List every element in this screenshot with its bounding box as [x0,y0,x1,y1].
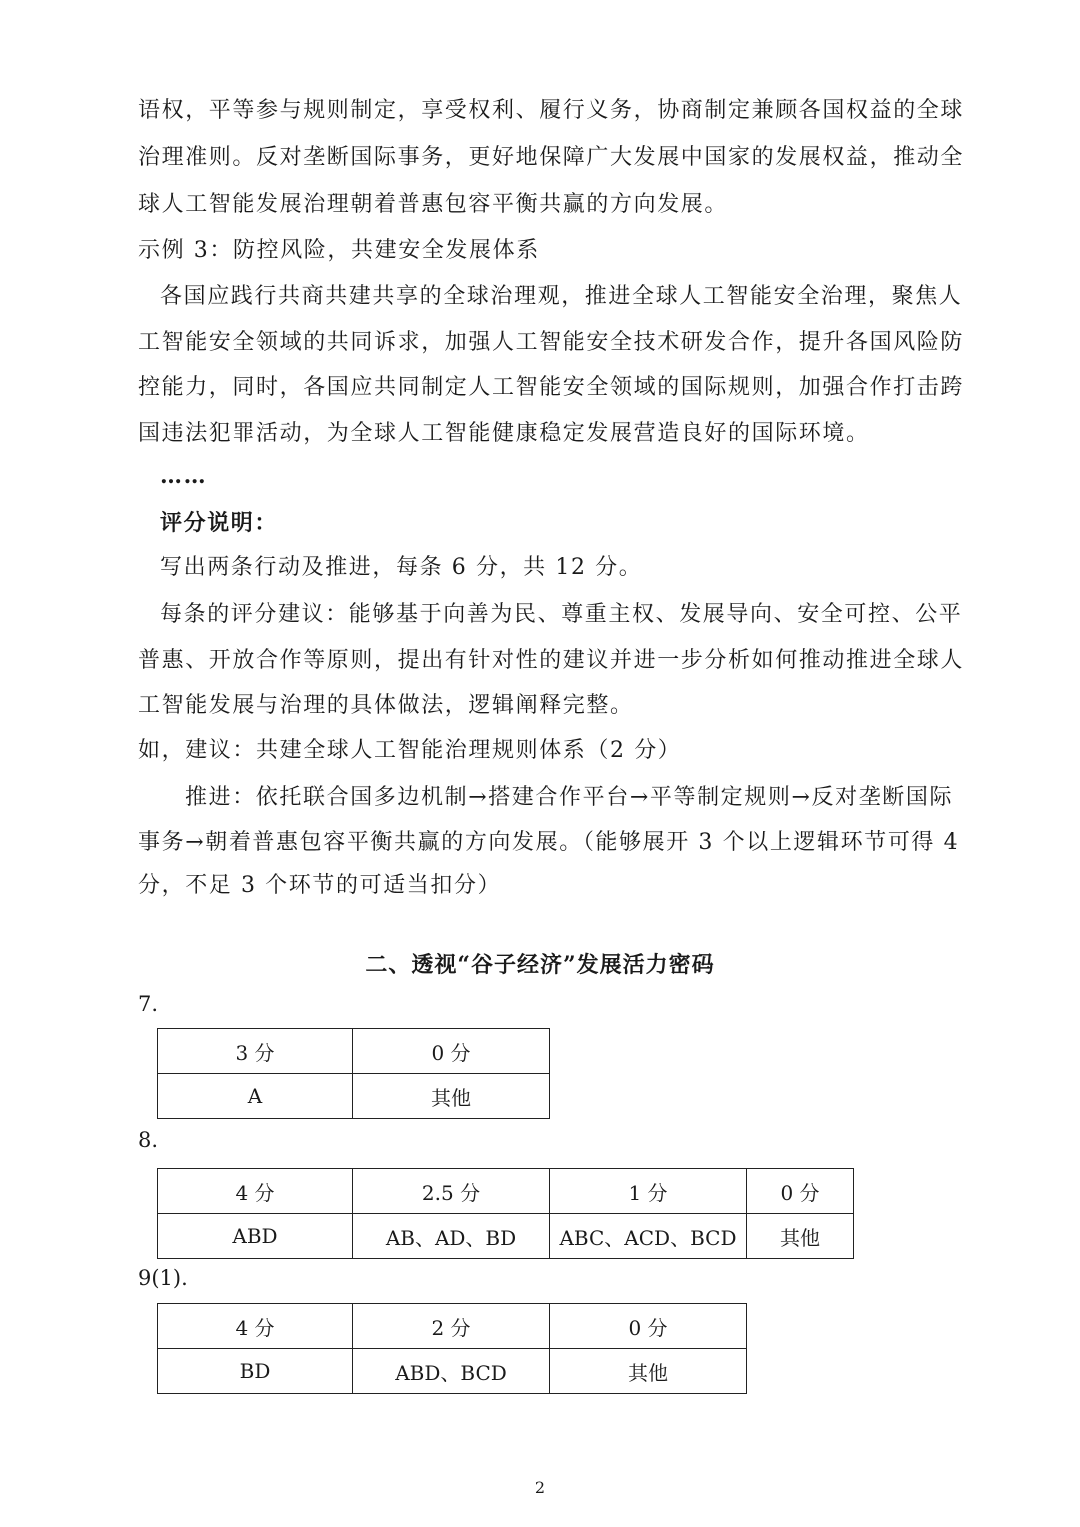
table-header-cell: 3 分 [158,1029,353,1074]
text-line: 各国应践行共商共建共享的全球治理观，推进全球人工智能安全治理，聚焦人 [160,284,963,309]
example-heading: 示例 3：防控风险，共建安全发展体系 [138,238,540,263]
table-header-cell: 0 分 [550,1304,747,1349]
table-header-cell: 4 分 [158,1169,353,1214]
text-line: 每条的评分建议：能够基于向善为民、尊重主权、发展导向、安全可控、公平 [160,602,963,627]
table-header-cell: 1 分 [550,1169,747,1214]
text-line: 国违法犯罪活动，为全球人工智能健康稳定发展营造良好的国际环境。 [138,421,870,446]
text-line: 工智能发展与治理的具体做法，逻辑阐释完整。 [138,693,634,718]
table-cell: 其他 [353,1074,550,1119]
text-line: 语权，平等参与规则制定，享受权利、履行义务，协商制定兼顾各国权益的全球 [138,98,965,123]
text-line: 控能力，同时，各国应共同制定人工智能安全领域的国际规则，加强合作打击跨 [138,375,965,400]
table-header-cell: 2.5 分 [353,1169,550,1214]
question-label: 7. [138,992,159,1016]
page-number: 2 [534,1478,546,1497]
table-cell: ABD [158,1214,353,1259]
table-cell: A [158,1074,353,1119]
table-header-cell: 2 分 [353,1304,550,1349]
section-title: 二、透视“谷子经济”发展活力密码 [365,952,715,978]
text-line: 分，不足 3 个环节的可适当扣分） [138,873,502,898]
text-line: 普惠、开放合作等原则，提出有针对性的建议并进一步分析如何推动推进全球人 [138,648,965,673]
text-line: 如，建议：共建全球人工智能治理规则体系（2 分） [138,738,682,763]
table-header-cell: 0 分 [353,1029,550,1074]
ellipsis: …… [160,463,208,489]
score-table-q8 [157,1168,854,1259]
text-line: 写出两条行动及推进，每条 6 分，共 12 分。 [160,555,643,580]
text-line: 推进：依托联合国多边机制→搭建合作平台→平等制定规则→反对垄断国际 [185,785,954,810]
question-label: 9(1). [138,1266,188,1290]
text-line: 球人工智能发展治理朝着普惠包容平衡共赢的方向发展。 [138,192,729,217]
table-cell: AB、AD、BD [353,1214,550,1259]
question-label: 8. [138,1128,159,1152]
table-cell: ABD、BCD [353,1349,550,1394]
table-cell: ABC、ACD、BCD [550,1214,747,1259]
table-cell: BD [158,1349,353,1394]
score-table-q7 [157,1028,550,1119]
text-line: 事务→朝着普惠包容平衡共赢的方向发展。（能够展开 3 个以上逻辑环节可得 4 [138,830,960,855]
table-cell: 其他 [550,1349,747,1394]
table-header-cell: 4 分 [158,1304,353,1349]
score-table-q9-1 [157,1303,747,1394]
table-cell: 其他 [747,1214,854,1259]
text-line: 治理准则。反对垄断国际事务，更好地保障广大发展中国家的发展权益，推动全 [138,145,965,170]
scoring-heading: 评分说明： [160,510,279,536]
text-line: 工智能安全领域的共同诉求，加强人工智能安全技术研发合作，提升各国风险防 [138,330,965,355]
table-header-cell: 0 分 [747,1169,854,1214]
